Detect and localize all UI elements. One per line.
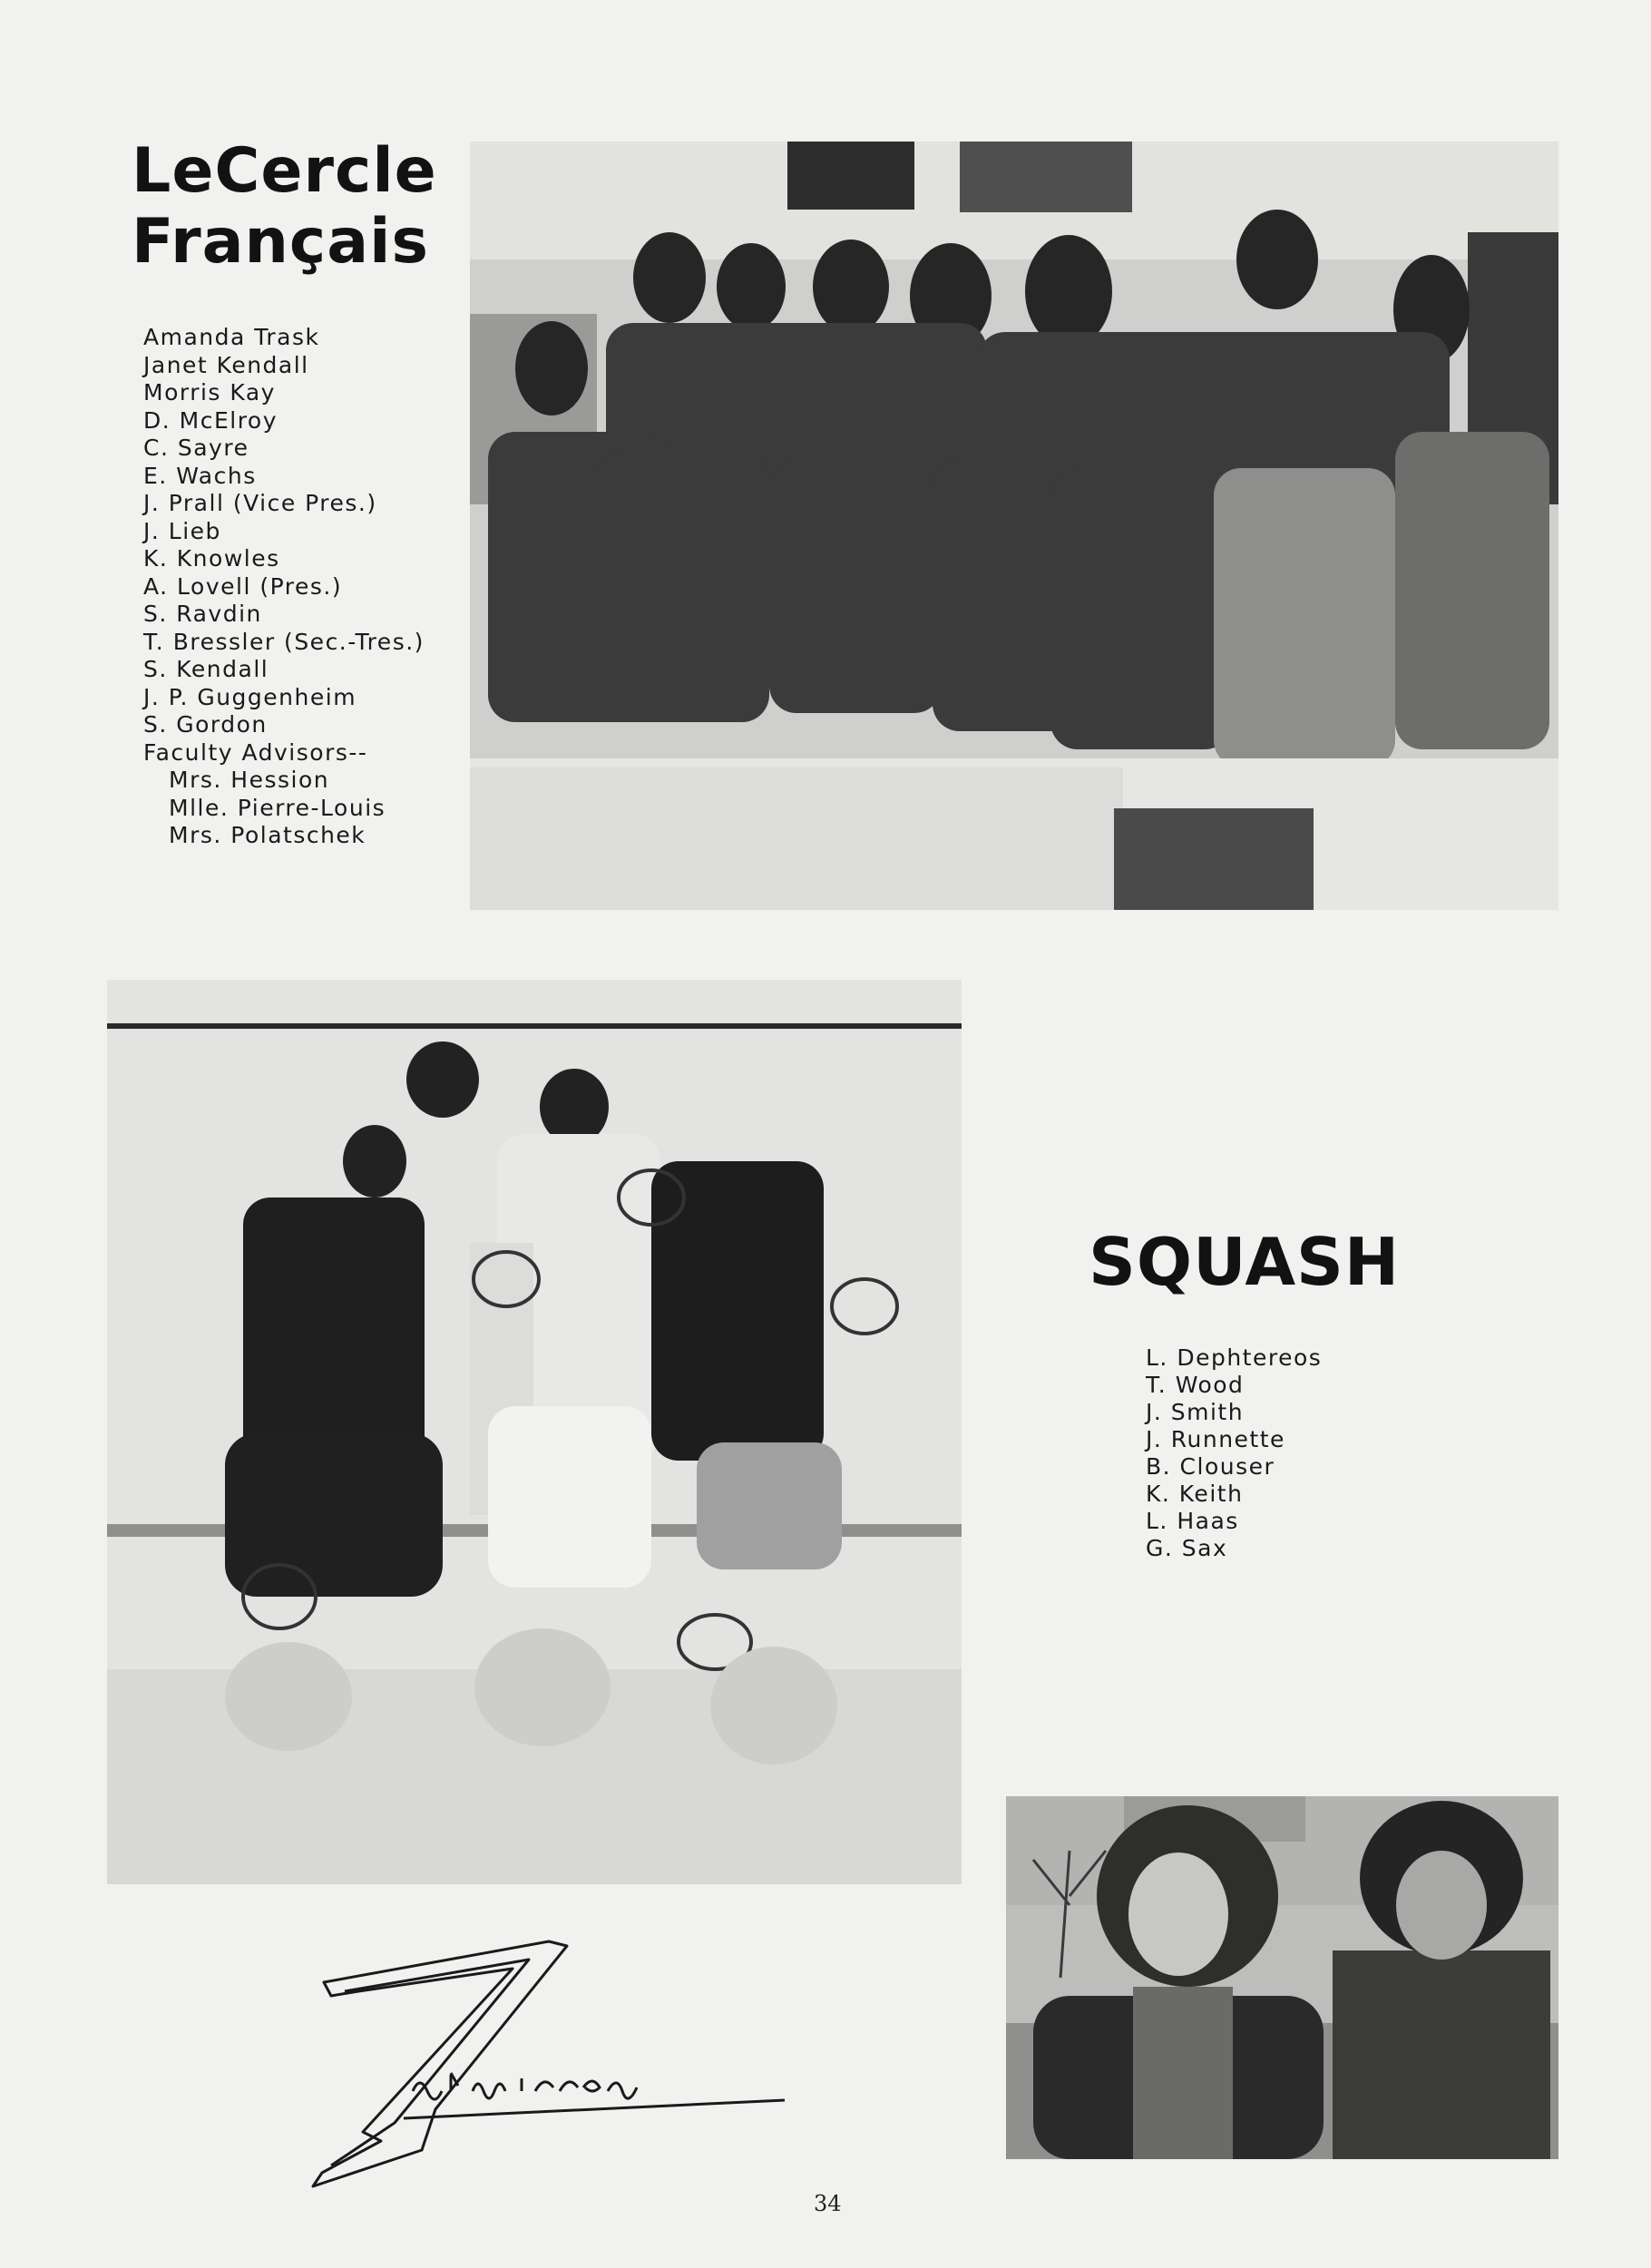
list-item: E. Wachs (143, 462, 257, 489)
list-item: T. Wood (1146, 1372, 1245, 1398)
list-item: D. McElroy (143, 406, 278, 434)
list-item: Janet Kendall (143, 351, 309, 378)
signature-drawing (295, 1928, 794, 2191)
list-item: S. Ravdin (143, 601, 262, 627)
signature-graphic (295, 1928, 794, 2191)
list-item: Mrs. Polatschek (169, 822, 366, 848)
list-item: J. Lieb (143, 517, 221, 544)
list-item: A. Lovell (Pres.) (143, 572, 343, 600)
list-item: J. Prall (Vice Pres.) (143, 490, 377, 516)
squash-member-list (1146, 1344, 1322, 1562)
list-item: J. Runnette (1146, 1426, 1285, 1452)
squash-photo-graphic (107, 980, 962, 1884)
list-item: G. Sax (1146, 1535, 1228, 1561)
french-club-title-line1: LeCercle (132, 135, 437, 207)
list-item: C. Sayre (143, 435, 249, 461)
list-item: L. Dephtereos (1146, 1344, 1323, 1371)
french-club-member-list (143, 324, 425, 850)
french-club-photo-graphic (470, 142, 1558, 910)
list-item: Mrs. Hession (169, 767, 330, 793)
faculty-advisors-heading: Faculty Advisors-- (143, 738, 368, 766)
list-item: Morris Kay (143, 379, 276, 406)
list-item: Amanda Trask (143, 324, 320, 350)
list-item: K. Knowles (143, 545, 280, 572)
page-number: 34 (814, 2191, 842, 2216)
list-item: J. Smith (1146, 1399, 1245, 1425)
french-club-title (132, 136, 437, 278)
list-item: K. Keith (1146, 1481, 1244, 1507)
list-item: J. P. Guggenheim (143, 683, 357, 710)
list-item: L. Haas (1146, 1508, 1239, 1534)
outdoor-photo-graphic (1006, 1796, 1558, 2159)
outdoor-portrait-photo (1006, 1796, 1558, 2159)
list-item: B. Clouser (1146, 1453, 1275, 1480)
squash-team-photo (107, 980, 962, 1884)
list-item: S. Gordon (143, 711, 268, 738)
list-item: S. Kendall (143, 656, 269, 682)
list-item: T. Bressler (Sec.-Tres.) (143, 628, 425, 655)
french-club-group-photo (470, 142, 1558, 910)
squash-title: SQUASH (1089, 1224, 1401, 1300)
list-item: Mlle. Pierre-Louis (169, 794, 386, 821)
french-club-title-line2: Français (132, 206, 429, 279)
